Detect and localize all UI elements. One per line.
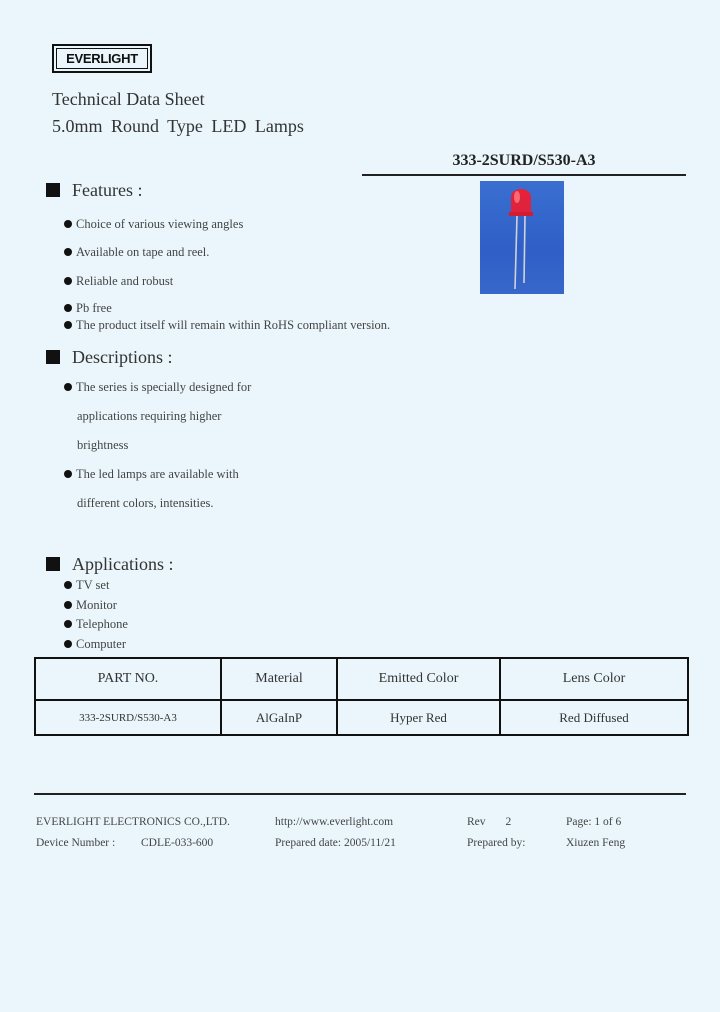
document-subtitle: 5.0mm Round Type LED Lamps [52,116,304,136]
footer-divider [34,793,686,795]
led-product-photo [480,181,564,294]
feature-item: Choice of various viewing angles [64,216,243,232]
part-spec-table [34,657,689,736]
document-title: Technical Data Sheet [52,89,205,109]
bullet-icon [64,470,72,478]
bullet-icon [64,321,72,329]
part-number-heading [362,150,686,176]
application-item: Monitor [64,597,117,613]
feature-item: Available on tape and reel. [64,244,209,260]
header-emitted-color: Emitted Color [337,658,500,700]
footer-prepared-date: Prepared date: 2005/11/21 [275,837,396,849]
descriptions-heading: Descriptions : [46,346,173,368]
cell-part-no: 333-2SURD/S530-A3 [35,700,221,735]
application-item: Telephone [64,616,128,632]
description-line: different colors, intensities. [77,496,214,510]
bullet-icon [64,383,72,391]
bullet-icon [64,620,72,628]
cell-material: AlGaInP [221,700,337,735]
feature-item: Pb free [64,300,112,316]
header-lens-color: Lens Color [500,658,688,700]
bullet-icon [64,220,72,228]
application-item: Computer [64,636,126,652]
table-header-row [35,658,688,700]
footer-website: http://www.everlight.com [275,816,394,828]
bullet-icon [64,640,72,648]
applications-heading: Applications : [46,553,174,575]
description-line: applications requiring higher [77,409,222,423]
bullet-icon [64,277,72,285]
footer-prepared-by-label: Prepared by: [467,837,526,849]
section-bullet-icon [46,557,60,571]
description-line: brightness [77,438,129,452]
application-item: TV set [64,577,109,593]
footer-company: EVERLIGHT ELECTRONICS CO.,LTD. [36,816,230,828]
header-material: Material [221,658,337,700]
part-number: 333-2SURD/S530-A3 [452,152,596,169]
cell-lens-color: Red Diffused [500,700,688,735]
red-led-lamp-image [480,181,564,294]
description-item: The series is specially designed for [64,379,251,395]
description-item: The led lamps are available with [64,466,239,482]
feature-item: Reliable and robust [64,273,173,289]
footer-device-label: Device Number : [36,837,116,849]
footer-revision: Rev 2 [467,816,512,828]
logo-text: EVERLIGHT [56,48,148,69]
section-bullet-icon [46,183,60,197]
section-bullet-icon [46,350,60,364]
everlight-logo [52,44,152,73]
bullet-icon [64,248,72,256]
bullet-icon [64,304,72,312]
header-part-no: PART NO. [35,658,221,700]
bullet-icon [64,581,72,589]
features-heading: Features : [46,179,142,201]
footer-page: Page: 1 of 6 [566,816,622,828]
table-row [35,700,688,735]
footer-device-number: CDLE-033-600 [141,837,214,849]
footer-prepared-by: Xiuzen Feng [566,837,626,849]
cell-emitted-color: Hyper Red [337,700,500,735]
feature-item: The product itself will remain within RoHS compliant version. [64,317,390,333]
bullet-icon [64,601,72,609]
